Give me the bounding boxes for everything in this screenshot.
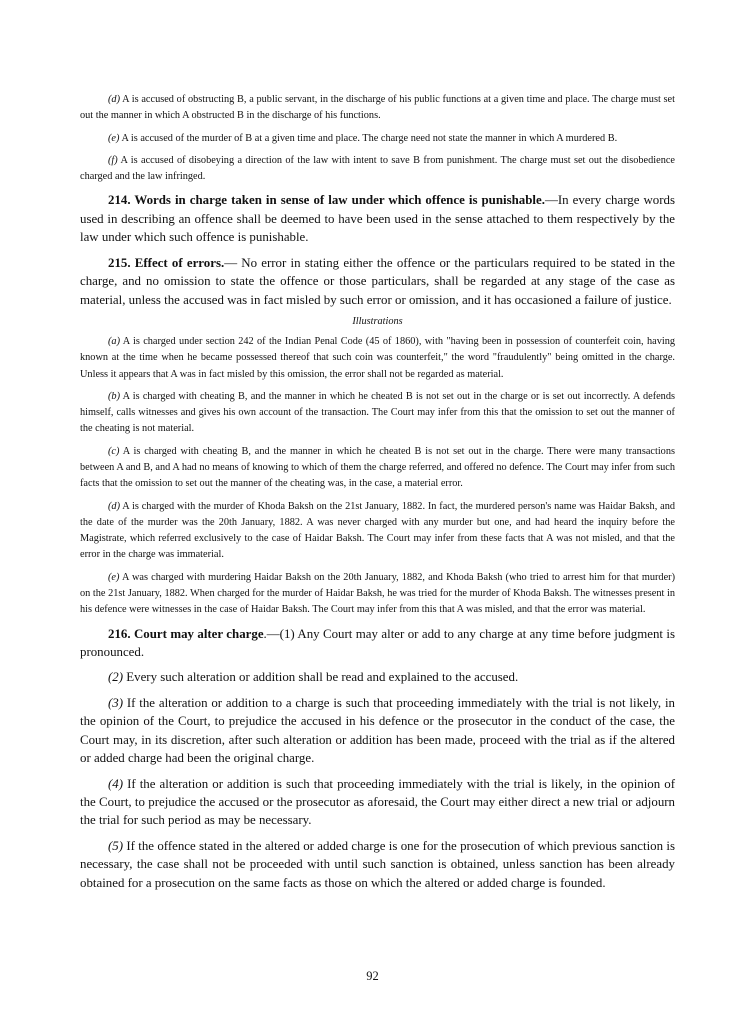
illustration-a-counterfeit: (a) A is charged under section 242 of the Indian Penal Code (45 of 1860), with "having been in possession of counterfeit coin, having known at the time when he became possessed thereof that such coin was counterfeit," the word "fraudulently" being omitted in the charge. Unless it appears that A was in fact misled by this omission, the error shall not be regarded as material. <box>80 335 675 380</box>
section-216-4: (4) If the alteration or addition is such that proceeding immediately with the trial is likely, in the opinion of the Court, to prejudice the accused or the prosecutor as aforesaid, the Court may either direct a new trial or adjourn the trial for such period as may be necessary. <box>80 776 675 828</box>
illustration-f-disobedience: (f) A is accused of disobeying a direction of the law with intent to save B from punishment. The charge must set out the disobedience charged and the law infringed. <box>80 154 675 183</box>
section-216-5: (5) If the offence stated in the altered or added charge is one for the prosecution of which previous sanction is necessary, the case shall not be proceeded with until such sanction is obtained, unless sanction has been already obtained for a prosecution on the same facts as those on which the altered or added charge is founded. <box>80 838 675 890</box>
section-216-heading: 216. Court may alter charge <box>108 626 264 641</box>
section-216-2: (2) Every such alteration or addition shall be read and explained to the accused. <box>108 670 519 685</box>
illustration-e-murder: (e) A is accused of the murder of B at a given time and place. The charge need not state the manner in which A murdered B. <box>108 132 618 144</box>
page-number: 92 <box>366 969 379 983</box>
section-216: 216. Court may alter charge.—(1) Any Court may alter or add to any charge at any time before judgment is pronounced. <box>80 626 675 660</box>
section-215: 215. Effect of errors.— No error in stating either the offence or the particulars required to be stated in the charge, and no omission to state the offence or those particulars, shall be regarded at any stage of the case as material, unless the accused was in fact misled by such error or omission, and it has occasioned a failure of justice. <box>80 255 675 307</box>
section-216-3: (3) If the alteration or addition to a charge is such that proceeding immediately with the trial is not likely, in the opinion of the Court, to prejudice the accused in his defence or the prosecutor in the conduct of the case, the Court may, in its discretion, after such alteration or addition has been made, proceed with the trial as if the altered or added charge had been the original charge. <box>80 695 675 766</box>
document-page <box>80 92 675 899</box>
illustration-b-cheating: (b) A is charged with cheating B, and the manner in which he cheated B is not set out in the charge or is set out incorrectly. A defends himself, calls witnesses and gives his own account of the transaction. The Court may infer from this that the omission to set out the manner of the cheating is not material. <box>80 390 675 435</box>
section-215-heading: 215. Effect of errors. <box>108 255 225 270</box>
illustration-c-cheating: (c) A is charged with cheating B, and the manner in which he cheated B is not set out in the charge. There were many transactions between A and B, and A had no means of knowing to which of them the charge referred, and offered no defence. The Court may infer from such facts that the omission to set out the manner of the cheating was, in the case, a material error. <box>80 445 675 490</box>
illustration-e-haidar-baksh: (e) A was charged with murdering Haidar Baksh on the 20th January, 1882, and Khoda Baksh (who tried to arrest him for that murder) on the 21st January, 1882. When charged for the murder of Haidar Baksh, he was tried for the murder of Khoda Baksh. The witnesses present in his defence were witnesses in the case of Haidar Baksh. The Court may infer from this that A was misled, and that the error was material. <box>80 571 675 616</box>
illustrations-heading: Illustrations <box>352 315 403 327</box>
illustration-d-khoda-baksh: (d) A is charged with the murder of Khoda Baksh on the 21st January, 1882. In fact, the murdered person's name was Haidar Baksh, and the date of the murder was the 20th January, 1882. A was never charged with any murder but one, and had heard the inquiry before the Magistrate, which referred exclusively to the case of Haidar Baksh. The Court may infer from these facts that A was not misled, and that the error in the charge was immaterial. <box>80 500 675 561</box>
section-214-heading: 214. Words in charge taken in sense of law under which offence is punishable. <box>108 193 545 208</box>
illustration-d-obstruction: (d) A is accused of obstructing B, a public servant, in the discharge of his public functions at a given time and place. The charge must set out the manner in which A obstructed B in the discharge of his functions. <box>80 94 675 122</box>
section-214: 214. Words in charge taken in sense of law under which offence is punishable.—In every charge words used in describing an offence shall be deemed to have been used in the sense attached to them respectively by the law under which such offence is punishable. <box>80 193 675 245</box>
